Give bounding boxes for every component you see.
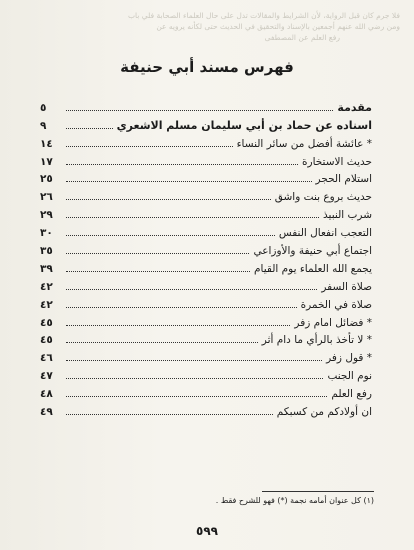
toc-entry-title: مقدمة [337, 100, 372, 114]
dot-leader [66, 217, 319, 218]
dot-leader [66, 325, 290, 326]
toc-entry-page: ٤٩ [40, 406, 53, 419]
toc-entry-title: حديث الاستخارة [302, 155, 372, 168]
toc-entry-title: رفع العلم [331, 388, 372, 401]
toc-entry-page: ٤٢ [40, 298, 53, 311]
toc-entry [40, 293, 372, 311]
footnote-divider [262, 491, 374, 492]
toc-entry [40, 400, 372, 418]
toc-entry-page: ٩ [40, 119, 47, 132]
toc-entry-page: ٤٢ [40, 280, 53, 293]
toc-entry [40, 239, 372, 257]
page-title: فهرس مسند أبي حنيفة [120, 58, 294, 76]
toc-entry-page: ٥ [40, 101, 47, 114]
toc-entry-title: * فضائل امام زفر [294, 316, 372, 329]
toc-entry-page: ٤٦ [40, 352, 53, 365]
toc-entry-page: ٤٥ [40, 334, 53, 347]
toc-entry-title: حديث بروع بنت واشق [274, 191, 372, 204]
dot-leader [66, 378, 323, 379]
page-number: ٥٩٩ [196, 524, 218, 538]
dot-leader [66, 307, 297, 308]
toc-entry-page: ٢٦ [40, 191, 53, 204]
bleed-through-text [110, 10, 400, 43]
toc-entry-title: * قول زفر [326, 352, 372, 365]
dot-leader [66, 360, 322, 361]
dot-leader [66, 199, 271, 200]
toc-entry-title: نوم الجنب [327, 370, 372, 383]
dot-leader [66, 235, 275, 236]
toc-entry [40, 382, 372, 400]
toc-entry-page: ١٤ [40, 137, 53, 150]
bleed-line: فلا جرم كان قبل الرواية، لأن الشرايط والمقالات تدل على حال العلماء الصحابة فلي باب [127, 11, 400, 20]
toc-entry [40, 275, 372, 293]
footnote: (١) كل عنوان أمامه نجمة (*) فهو للشرح فقط . [215, 496, 374, 505]
toc-entry-title: صلاة السفر [321, 280, 372, 293]
toc-entry [40, 203, 372, 221]
toc-entry [40, 132, 372, 150]
toc-entry-page: ٢٩ [40, 209, 53, 222]
toc-entry [40, 257, 372, 275]
toc-entry-title: اسناده عن حماد بن أبي سليمان مسلم الاشعري [116, 118, 372, 132]
toc-entry-page: ٤٥ [40, 316, 53, 329]
toc-entry-page: ٤٧ [40, 370, 53, 383]
dot-leader [66, 414, 273, 415]
toc-entry [40, 346, 372, 364]
toc-entry-title: يجمع الله العلماء يوم القيام [254, 262, 372, 275]
toc-entry-title: * لا تأخذ بالرأي ما دام أثر [261, 334, 372, 347]
toc-entry [40, 168, 372, 186]
dot-leader [66, 342, 258, 343]
toc-entry [40, 329, 372, 347]
toc-entry-page: ٣٩ [40, 262, 53, 275]
toc-entry [40, 114, 372, 132]
toc-entry-title: شرب النبيذ [323, 209, 372, 222]
toc-entry-page: ٢٥ [40, 173, 53, 186]
bleed-line: رفع العلم عن المصطفى [264, 33, 340, 42]
dot-leader [66, 146, 233, 147]
toc-entry-page: ١٧ [40, 155, 53, 168]
toc-entry-page: ٣٠ [40, 227, 53, 240]
toc-entry [40, 311, 372, 329]
toc-entry-page: ٣٥ [40, 245, 53, 258]
toc-entry [40, 221, 372, 239]
toc-entry-title: اجتماع أبي حنيفة والأوزاعي [253, 245, 372, 258]
toc-entry-title: التعجب انفعال النفس [278, 227, 372, 240]
dot-leader [66, 181, 312, 182]
toc-entry [40, 185, 372, 203]
dot-leader [66, 128, 113, 129]
toc-entry-title: صلاة في الخمرة [300, 298, 372, 311]
dot-leader [66, 396, 327, 397]
bleed-line: ومن رضي الله عنهم أجمعين بالإسناد والتحقيق في الحديث حتى لكأنه يرويه عن [156, 22, 400, 31]
dot-leader [66, 164, 298, 165]
toc-entry [40, 150, 372, 168]
dot-leader [66, 289, 317, 290]
toc-entry [40, 364, 372, 382]
toc-entry-title: استلام الحجر [315, 173, 372, 186]
toc-entry-title: * عائشة أفضل من سائر النساء [236, 137, 372, 150]
toc-entry-title: ان أولادكم من كسبكم [276, 406, 372, 419]
dot-leader [66, 110, 333, 111]
table-of-contents [40, 96, 372, 418]
dot-leader [66, 253, 249, 254]
toc-entry-page: ٤٨ [40, 388, 53, 401]
toc-entry [40, 96, 372, 114]
dot-leader [66, 271, 250, 272]
